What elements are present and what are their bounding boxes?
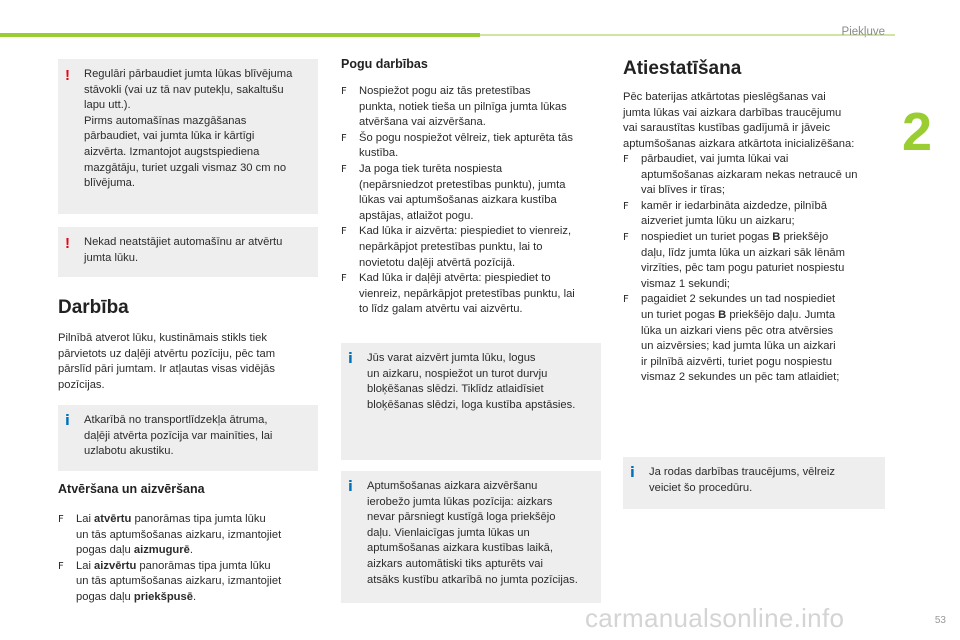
text-line: veiciet šo procedūru. [649,481,753,494]
bold-text: B [718,308,727,321]
text-line: Pilnībā atverot lūku, kustināmais stikls tiek [58,332,267,344]
bullet-icon: F [58,560,64,572]
section-heading-button-actions: Pogu darbības [341,57,428,71]
section-heading-reset: Atiestatīšana [623,58,742,79]
bullet-icon: F [623,231,629,243]
text-line: lapu utt.). [84,99,131,112]
text-line: un aizvērsies; kad jumta lūka un aizkari [641,340,836,353]
text-line: Ja rodas darbības traucējums, vēlreiz [649,466,835,478]
text-line: virzīties, pēc tam pogu paturiet nospiestu [641,262,845,275]
text-line: pārslīd pāri jumtam. Ir atļautas visas vidējās [58,363,275,376]
text-run: Lai [76,513,95,525]
text-line: jumta lūku. [84,251,139,264]
text-line: pozīcijas. [58,378,105,391]
section-heading-operation: Darbība [58,297,129,318]
text-line: kamēr ir iedarbināta aizdedze, pilnībā [641,199,827,212]
bold-text: atvērtu [94,513,132,525]
list-item [341,271,603,318]
reset-steps-list [623,152,893,386]
list-item [341,131,603,162]
text-line: Pirms automašīnas mazgāšanas [84,114,247,127]
list-item [623,199,893,230]
text-run: priekšējo daļu. Jumta [726,308,836,321]
info-box-blind [341,471,601,603]
text-line: (nepārsniedzot pretestības punktu), jumta [359,178,566,191]
text-line: vismaz 2 sekundes un pēc tam atlaidiet; [641,371,840,384]
text-line: vismaz 1 sekundi; [641,277,730,290]
text-line: blīvējuma. [84,177,135,190]
list-item [341,224,603,271]
text-line: un tās aptumšošanas aizkaru, izmantojiet [76,528,282,541]
header-rule [480,34,895,36]
button-actions-list [341,84,603,318]
text-line: uzlabotu akustiku. [84,445,174,458]
reset-intro [623,90,893,152]
bold-text: aizmugurē [133,544,190,557]
bullet-icon: F [341,163,347,175]
text-line: vai blīves ir tīras; [641,184,725,197]
bullet-icon: F [341,273,347,285]
text-line: aizvērta. Izmantojot augstspiediena [84,145,260,158]
text-line: pagaidiet 2 sekundes un tad nospiediet [641,293,836,306]
text-line: ierobežo jumta lūkas pozīcija: aizkars [367,495,553,508]
text-line: aptumšošanas aizkaram nekas netraucē un [641,168,858,181]
text-line: Ja poga tiek turēta nospiesta [359,162,503,175]
bullet-icon: F [623,154,629,165]
list-item [341,84,603,131]
page-number: 53 [934,615,946,626]
text-line: bloķēšanas slēdzi. Tiklīdz atlaidīsiet [367,383,544,396]
text-run: . [192,590,197,603]
text-line: pārvietots uz daļēji atvērtu pozīciju, pēc tam [58,347,276,360]
warning-box-seal [58,59,318,214]
list-item [623,230,893,292]
text-line: Atkarībā no transportlīdzekļa ātruma, [84,414,268,426]
list-item [341,162,603,224]
text-line: aptumšošanas aizkara kustības laikā, [367,542,553,555]
text-line: lūka un aizkari viens pēc otra atvērsies [641,324,834,337]
text-line: daļēji atvērta pozīcija var mainīties, lai [84,429,273,442]
info-icon: i [348,351,353,367]
open-close-list [58,512,320,606]
text-line: un tās aptumšošanas aizkaru, izmantojiet [76,575,282,588]
text-line: Jūs varat aizvērt jumta lūku, logus [367,352,536,364]
text-line: atsāks kustību atkarībā no jumta pozīcijas. [367,573,578,586]
info-box-retry [623,457,885,509]
text-line: atvēršana vai aizvēršana. [359,116,486,129]
text-run: priekšējo [780,230,829,243]
text-line: Šo pogu nospiežot vēlreiz, tiek apturēta tās [359,131,573,144]
info-icon: i [630,465,635,481]
text-line: lūkas vai aptumšošanas aizkara kustība [359,194,557,207]
text-line: punkta, notiek tieša un pilnīga jumta lūkas [359,100,567,113]
text-run: un turiet pogas [641,308,719,321]
text-line: vienreiz, nepārkāpjot pretestības punktu, lai [359,287,575,300]
text-line: pārbaudiet, vai jumta lūkai vai [641,153,789,165]
text-line: novietotu daļēji atvērtā pozīcijā. [359,256,516,269]
subheading-open-close: Atvēršana un aizvēršana [58,482,205,496]
text-line: Aptumšošanas aizkara aizvēršanu [367,480,538,492]
text-line: bloķēšanas slēdzi, loga kustība apstāsies. [367,398,576,411]
watermark: carmanualsonline.info [585,603,845,633]
text-run: pogas daļu [76,590,134,603]
list-item [623,292,893,386]
text-line: ir pilnībā aizvērti, turiet pogu nospiestu [641,355,832,368]
text-run: panorāmas tipa jumta lūku [136,559,271,572]
text-run: . [189,544,193,557]
text-line: stāvokli (vai uz tā nav putekļu, sakaltušu [84,83,284,96]
bold-text: aizvērtu [94,559,137,572]
chapter-number: 2 [902,102,933,162]
warning-box-unattended [58,227,318,277]
text-line: nevar pārsniegt kustīgā loga priekšējo [367,511,556,524]
text-line: to līdz galam atvērtu vai aizvērtu. [359,303,523,316]
bullet-icon: F [58,514,64,525]
bold-text: priekšpusē [133,590,193,603]
section-title: Piekļuve [841,26,885,38]
list-item [623,152,893,199]
bullet-icon: F [623,200,629,212]
text-line: aptumšošanas aizkara atkārtota inicializēšana: [623,137,855,150]
text-line: mazgātāju, turiet uzgali vismaz 30 cm no [84,161,287,174]
text-run: Lai [76,559,95,572]
bullet-icon: F [341,132,347,144]
text-line: daļu. Vienlaicīgas jumta lūkas un [367,526,530,539]
text-line: Nekad neatstājiet automašīnu ar atvērtu [84,236,283,248]
text-line: apstājas, atlaižot pogu. [359,209,474,222]
text-line: Kad lūka ir daļēji atvērta: piespiediet to [359,272,551,285]
header-accent-bar [0,33,480,37]
info-icon: i [65,413,70,429]
text-line: aizveriet jumta lūku un aizkaru; [641,215,795,228]
warning-icon: ! [65,67,70,84]
info-icon: i [348,479,353,495]
text-run: nospiediet un turiet pogas [641,230,773,243]
info-box-door-lock [341,343,601,460]
info-box-speed [58,405,318,471]
text-line: Kad lūka ir aizvērta: piespiediet to vienreiz, [359,225,572,238]
text-line: aizkars automātiski tiks apturēts vai [367,557,543,570]
text-line: nepārkāpjot pretestības punktu, lai to [359,240,543,253]
bullet-icon: F [623,294,629,306]
operation-intro [58,331,320,393]
text-line: jumta lūkas vai aizkara darbības traucējumu [623,106,842,119]
text-run: panorāmas tipa jumta lūku [131,513,266,525]
bold-text: B [772,230,781,243]
bullet-icon: F [341,226,347,238]
text-line: Pēc baterijas atkārtotas pieslēgšanas vai [623,91,826,103]
bullet-icon: F [341,86,347,97]
text-line: kustība. [359,147,399,160]
text-line: Nospiežot pogu aiz tās pretestības [359,85,531,97]
text-line: pārbaudiet, vai jumta lūka ir kārtīgi [84,130,255,143]
text-line: daļu, līdz jumta lūka un aizkari sāk lēnām [641,246,845,259]
text-line: vai saraustītas kustības gadījumā ir jāveic [623,122,831,135]
text-line: un aizkaru, nospiežot un turot durvju [367,367,548,380]
warning-icon: ! [65,235,70,252]
list-item [58,512,320,559]
list-item [58,559,320,606]
text-run: pogas daļu [76,544,134,557]
text-line: Regulāri pārbaudiet jumta lūkas blīvējuma [84,68,293,80]
